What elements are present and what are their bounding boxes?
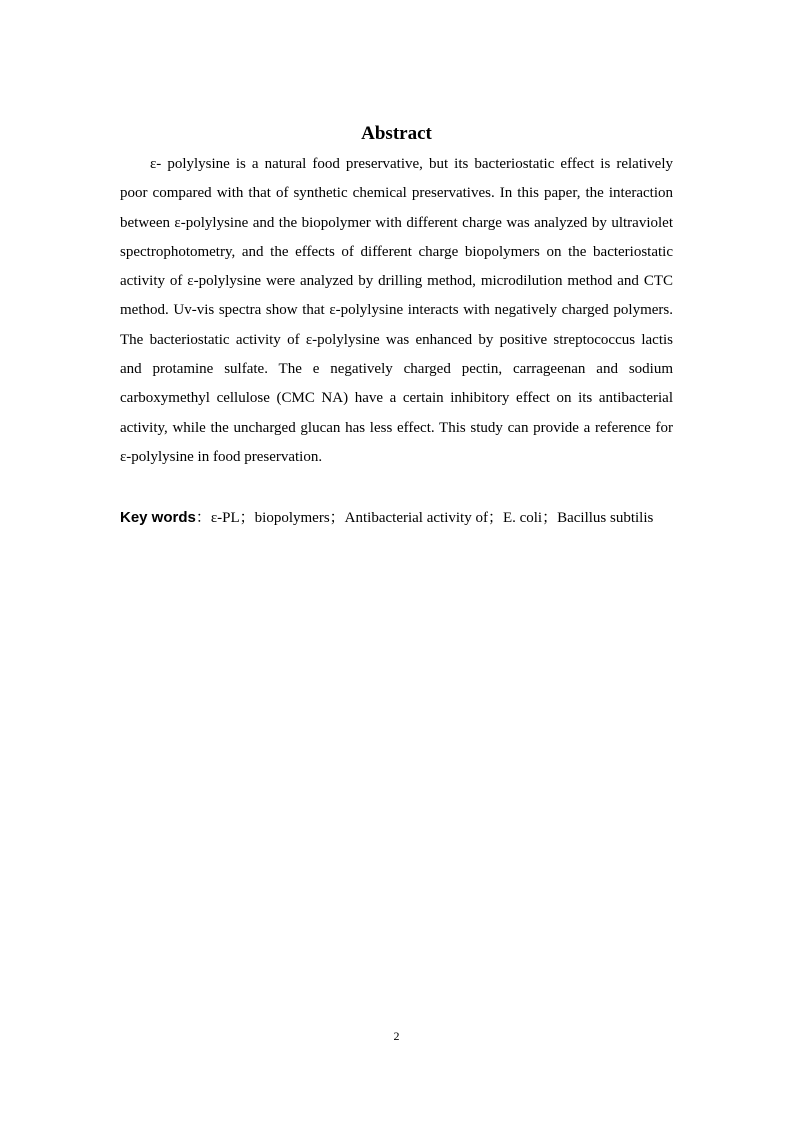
keywords-line <box>120 503 680 533</box>
keywords-colon: ： <box>195 510 211 526</box>
keywords-label: Key words <box>120 509 196 526</box>
abstract-body: ε- polylysine is a natural food preservative, but its bacteriostatic effect is relatively poor compared with that of synthetic chemical preservatives. In this paper, the interaction between ε-polylysine and the biopolymer with different charge was analyzed by ultraviolet spectrophotometry, and the effects of different charge biopolymers on the bacteriostatic activity of ε-polylysine were analyzed by drilling method, microdilution method and CTC method. Uv-vis spectra show that ε-polylysine interacts with negatively charged polymers. The bacteriostatic activity of ε-polylysine was enhanced by positive streptococcus lactis and protamine sulfate. The e negatively charged pectin, carrageenan and sodium carboxymethyl cellulose (CMC NA) have a certain inhibitory effect on its antibacterial activity, while the uncharged glucan has less effect. This study can provide a reference for ε-polylysine in food preservation. <box>120 156 673 465</box>
page-number: 2 <box>393 1029 400 1043</box>
keywords-text: ε-PL；biopolymers；Antibacterial activity of；E. coli；Bacillus subtilis <box>210 510 654 526</box>
abstract-title: Abstract <box>361 123 432 144</box>
